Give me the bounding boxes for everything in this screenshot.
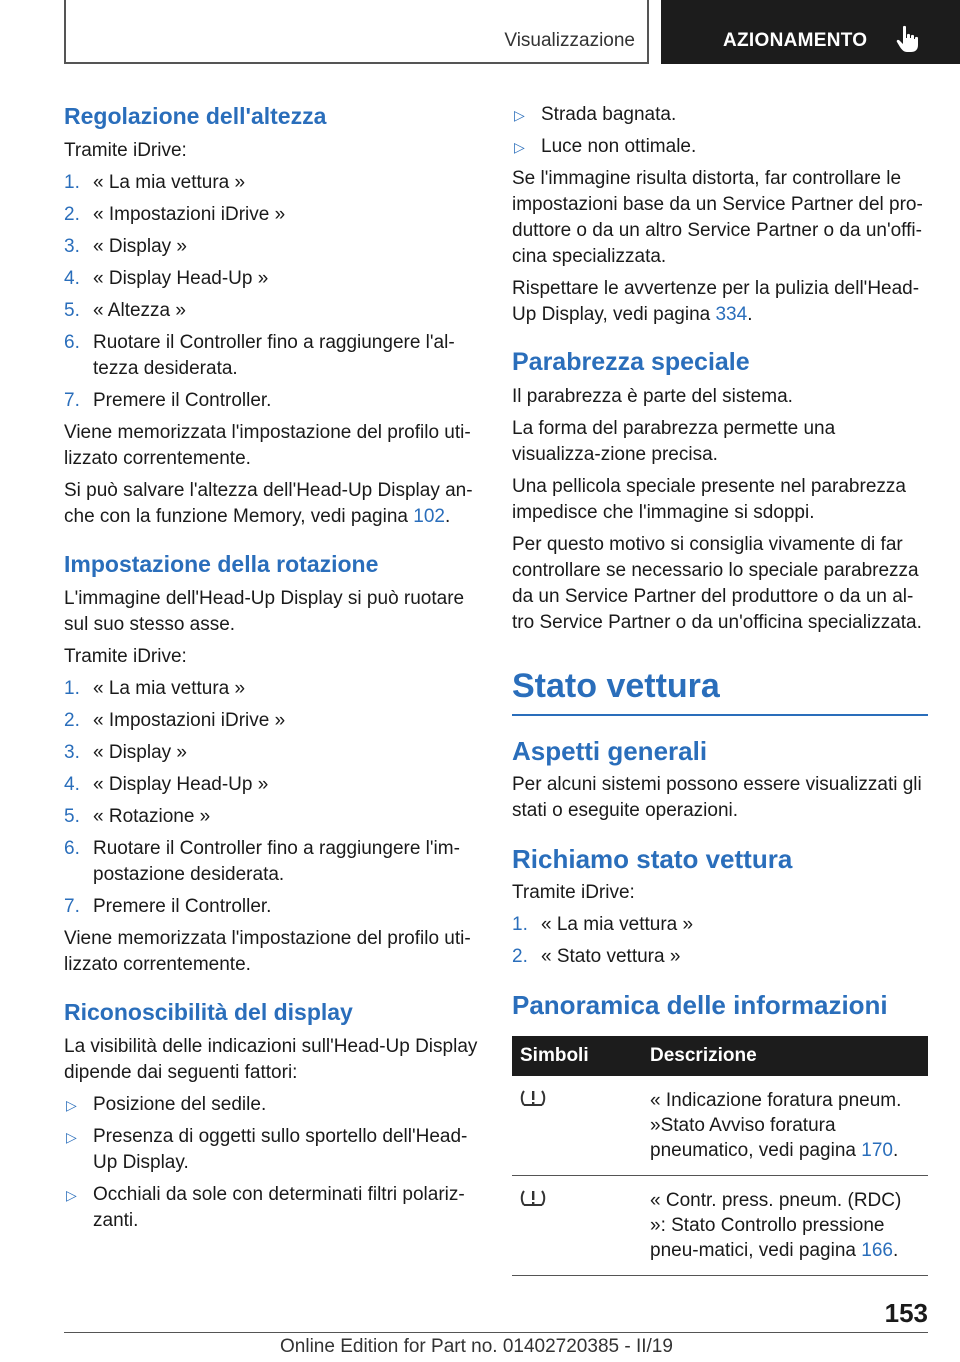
- height-intro: Tramite iDrive:: [64, 140, 187, 161]
- header-section-box: [64, 0, 649, 64]
- list-item: 1. « La mia vettura »: [512, 914, 694, 935]
- heading-overview: Panoramica delle informazioni: [512, 990, 888, 1020]
- list-item: ▷ Occhiali da sole con determinati filtri polariz-zanti.: [66, 1184, 465, 1231]
- heading-rotation: Impostazione della rotazione: [64, 551, 379, 577]
- list-item: 2. « Stato vettura »: [512, 946, 681, 967]
- height-paragraph-2: Si può salvare l'altezza dell'Head-Up Display an-che con la funzione Memory, vedi pagina 102.: [64, 480, 473, 527]
- list-item: 5. « Altezza »: [64, 300, 186, 321]
- windshield-paragraph-3: Una pellicola speciale presente nel parabrezza impedisce che l'immagine si sdoppi.: [512, 476, 906, 523]
- list-item: 6. Ruotare il Controller fino a raggiungere l'al-tezza desiderata.: [64, 332, 455, 379]
- windshield-paragraph-4: Per questo motivo si consiglia vivamente di far controllare se necessario lo speciale parabrezza da un Service Partner del produttore o da un al-tro Service Partner o da un'officina specializzata.: [512, 534, 922, 633]
- heading-height: Regolazione dell'altezza: [64, 103, 327, 129]
- table-row: « Indicazione foratura pneum. »Stato Avviso foratura pneumatico, vedi pagina 170.: [512, 1076, 928, 1176]
- tire-warning-icon: [520, 1188, 546, 1208]
- heading-recall: Richiamo stato vettura: [512, 844, 793, 874]
- height-steps: [64, 170, 478, 414]
- page-link[interactable]: 334: [715, 304, 748, 325]
- right-column: [512, 100, 928, 1276]
- page-number: 153: [884, 1298, 928, 1328]
- triangle-bullet-icon: ▷: [66, 1097, 77, 1113]
- header-chapter-title: AZIONAMENTO: [723, 30, 868, 51]
- list-item: ▷ Posizione del sedile.: [64, 1092, 478, 1118]
- list-item: ▷ Luce non ottimale.: [512, 134, 928, 160]
- page-link[interactable]: 170: [861, 1140, 893, 1161]
- list-item: 7. Premere il Controller.: [64, 896, 272, 917]
- visibility-paragraph: La visibilità delle indicazioni sull'Head-Up Display dipende dai seguenti fattori:: [64, 1036, 478, 1083]
- visibility-bullets: [64, 1092, 478, 1234]
- distortion-paragraph: Se l'immagine risulta distorta, far controllare le impostazioni base da un Service Partner del pro-duttore o da un altro Service Partner o da un'offi-cina specializzata.: [512, 168, 923, 267]
- list-item: 7. Premere il Controller.: [64, 390, 272, 411]
- rotation-paragraph-2: Viene memorizzata l'impostazione del profilo uti-lizzato correntemente.: [64, 928, 471, 975]
- list-item: 3. « Display »: [64, 236, 187, 257]
- list-item: 2. « Impostazioni iDrive »: [64, 710, 286, 731]
- table-header-symbols: Simboli: [512, 1036, 642, 1076]
- rotation-intro: Tramite iDrive:: [64, 646, 187, 667]
- list-item: 3. « Display »: [64, 742, 187, 763]
- left-column: [64, 100, 478, 1240]
- recall-intro: Tramite iDrive:: [512, 882, 635, 903]
- triangle-bullet-icon: ▷: [514, 139, 525, 155]
- list-item: 6. Ruotare il Controller fino a raggiungere l'im-postazione desiderata.: [64, 838, 460, 885]
- list-item: 4. « Display Head-Up »: [64, 268, 269, 289]
- list-item: 1. « La mia vettura »: [64, 172, 246, 193]
- triangle-bullet-icon: ▷: [66, 1187, 77, 1203]
- heading-windshield: Parabrezza speciale: [512, 348, 750, 376]
- page-link[interactable]: 102: [413, 506, 445, 527]
- list-item: 2. « Impostazioni iDrive »: [64, 204, 286, 225]
- list-item: 1. « La mia vettura »: [64, 678, 246, 699]
- recall-steps: [512, 912, 928, 970]
- header-chapter-box: [661, 0, 960, 64]
- list-item: ▷ Strada bagnata.: [512, 102, 928, 128]
- conditions-bullets: [512, 102, 928, 160]
- info-table: [512, 1036, 928, 1276]
- footer-divider: [64, 1332, 928, 1333]
- windshield-paragraph-2: La forma del parabrezza permette una visualizza-zione precisa.: [512, 418, 836, 465]
- heading-visibility: Riconoscibilità del display: [64, 999, 353, 1025]
- header-section-title: Visualizzazione: [504, 30, 635, 51]
- page-link[interactable]: 166: [861, 1240, 893, 1261]
- height-paragraph-1: Viene memorizzata l'impostazione del profilo uti-lizzato correntemente.: [64, 422, 471, 469]
- triangle-bullet-icon: ▷: [66, 1129, 77, 1145]
- list-item: 5. « Rotazione »: [64, 806, 211, 827]
- table-row: « Contr. press. pneum. (RDC) »: Stato Controllo pressione pneu-matici, vedi pagina 166.: [512, 1176, 928, 1276]
- tire-warning-icon: [520, 1088, 546, 1108]
- hand-pointer-icon: [895, 24, 921, 54]
- chapter-heading: Stato vettura: [512, 664, 928, 716]
- heading-general: Aspetti generali: [512, 736, 708, 766]
- footer-edition: Online Edition for Part no. 01402720385 - II/19: [280, 1336, 673, 1357]
- general-paragraph: Per alcuni sistemi possono essere visualizzati gli stati o eseguite operazioni.: [512, 774, 922, 821]
- list-item: ▷ Presenza di oggetti sullo sportello dell'Head-Up Display.: [66, 1126, 468, 1173]
- table-header-description: Descrizione: [642, 1036, 928, 1076]
- windshield-paragraph-1: Il parabrezza è parte del sistema.: [512, 386, 793, 407]
- cleaning-paragraph: Rispettare le avvertenze per la pulizia dell'Head-Up Display, vedi pagina 334.: [512, 278, 920, 325]
- list-item: 4. « Display Head-Up »: [64, 774, 269, 795]
- rotation-steps: [64, 676, 478, 920]
- triangle-bullet-icon: ▷: [514, 107, 525, 123]
- rotation-paragraph-1: L'immagine dell'Head-Up Display si può ruotare sul suo stesso asse.: [64, 588, 465, 635]
